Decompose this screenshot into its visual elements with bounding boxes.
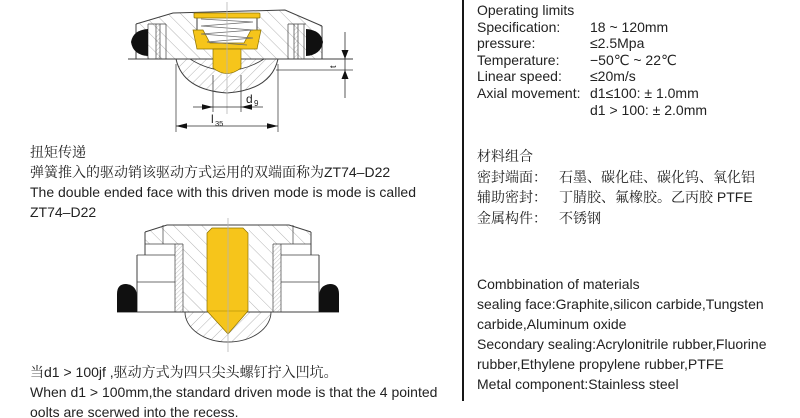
operating-limits-title: Operating limits <box>477 2 575 18</box>
sealing-face-cn-value: 石墨、碳化硅、碳化钨、氧化铝 <box>559 168 755 185</box>
seal-cross-section-bottom-diagram <box>95 218 365 358</box>
seal-element-left <box>117 284 137 312</box>
sealing-face-cn-row <box>477 167 799 188</box>
spec-row <box>477 19 799 36</box>
secondary-seal-cn-value: 丁腈胶、氟橡胶。乙丙胶 PTFE <box>559 189 753 205</box>
metal-part-cn-row <box>477 208 799 229</box>
column-divider <box>462 0 464 401</box>
o-ring-left <box>131 29 148 56</box>
materials-en-line: Secondary sealing:Acrylonitrile rubber,Fluorine <box>477 336 767 352</box>
secondary-seal-cn-label: 辅助密封： <box>477 189 547 205</box>
pointed-bolt <box>207 228 248 334</box>
materials-en-section <box>477 274 799 394</box>
dim-label-l35-sub: 35 <box>215 119 224 128</box>
pressure-label: pressure: <box>477 35 536 52</box>
dim-label-t: t <box>328 65 338 68</box>
dimension-t <box>328 32 349 98</box>
bottom-note <box>30 362 437 418</box>
materials-cn-section <box>477 146 799 228</box>
axial-movement-row <box>477 85 799 102</box>
dim-label-d9: d <box>246 92 253 106</box>
torque-note-line: ZT74–D22 <box>30 204 97 220</box>
materials-en-line: rubber,Ethylene propylene rubber,PTFE <box>477 356 724 372</box>
bottom-note-line: 当d1 > 100jf ,驱动方式为四只尖头螺钉拧入凹坑。 <box>30 364 338 380</box>
pressure-value: ≤2.5Mpa <box>590 35 645 52</box>
dim-label-d9-sub: 9 <box>254 99 259 108</box>
spec-label: Specification: <box>477 18 561 35</box>
torque-note <box>30 142 416 222</box>
operating-limits-section <box>477 2 799 118</box>
metal-part-cn-value: 不锈钢 <box>559 209 601 226</box>
axial-movement-value: d1≤100: ± 1.0mm <box>590 84 699 101</box>
materials-en-title: Combbination of materials <box>477 276 640 292</box>
bottom-note-line: When d1 > 100mm,the standard driven mode is that the 4 pointed <box>30 384 438 400</box>
materials-en-line: sealing face:Graphite,silicon carbide,Tungsten <box>477 296 764 312</box>
linear-speed-label: Linear speed: <box>477 68 562 85</box>
metal-part-cn-label: 金属构件： <box>477 209 547 226</box>
temperature-row <box>477 52 799 69</box>
seal-element-right <box>319 284 339 312</box>
axial-movement-row2 <box>477 102 799 119</box>
linear-speed-value: ≤20m/s <box>590 68 636 85</box>
linear-speed-row <box>477 68 799 85</box>
secondary-seal-cn-row <box>477 187 799 208</box>
torque-note-line: The double ended face with this driven mode is mode is called <box>30 184 416 200</box>
torque-note-line: 弹簧推入的驱动销该驱动方式运用的双端面称为ZT74–D22 <box>30 164 391 180</box>
materials-cn-title: 材料组合 <box>477 148 533 164</box>
materials-en-line: carbide,Aluminum oxide <box>477 316 627 332</box>
torque-note-line: 扭矩传递 <box>30 144 86 160</box>
materials-en-line: Metal component:Stainless steel <box>477 376 679 392</box>
axial-movement-value2: d1 > 100: ± 2.0mm <box>590 101 708 118</box>
spec-value: 18 ~ 120mm <box>590 18 669 35</box>
axial-movement-label2 <box>477 102 590 119</box>
bottom-note-line: oolts are scerwed into the recess. <box>30 404 239 418</box>
temperature-label: Temperature: <box>477 51 560 68</box>
sealing-face-cn-label: 密封端面： <box>477 168 547 185</box>
temperature-value: −50℃ ~ 22℃ <box>590 51 677 68</box>
seal-cross-section-top-diagram <box>105 2 365 138</box>
pressure-row <box>477 35 799 52</box>
dim-label-l35: l <box>211 112 214 126</box>
axial-movement-label: Axial movement: <box>477 84 581 101</box>
